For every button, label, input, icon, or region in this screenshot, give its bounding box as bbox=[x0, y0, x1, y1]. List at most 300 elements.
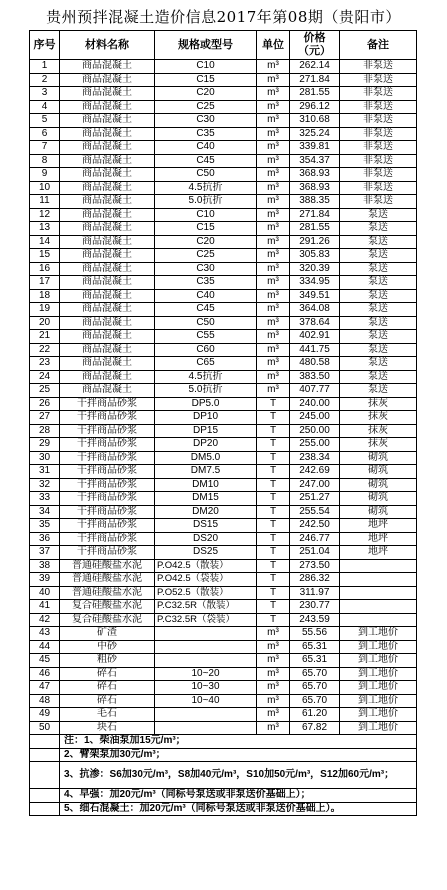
note-cell: 地坪 bbox=[340, 519, 417, 533]
spec-cell: 5.0抗折 bbox=[155, 195, 257, 209]
material-name-cell: 干拌商品砂浆 bbox=[60, 438, 155, 452]
price-cell: 305.83 bbox=[290, 249, 340, 263]
unit-cell: T bbox=[257, 519, 290, 533]
price-cell: 273.50 bbox=[290, 559, 340, 573]
note-cell: 泵送 bbox=[340, 262, 417, 276]
row-number: 6 bbox=[30, 127, 60, 141]
unit-cell: m³ bbox=[257, 100, 290, 114]
material-name-cell: 碎石 bbox=[60, 681, 155, 695]
note-cell: 非泵送 bbox=[340, 154, 417, 168]
spec-cell: C40 bbox=[155, 289, 257, 303]
material-name-cell: 商品混凝土 bbox=[60, 357, 155, 371]
material-name-cell: 中砂 bbox=[60, 640, 155, 654]
spec-cell: DP20 bbox=[155, 438, 257, 452]
material-name-cell: 矿渣 bbox=[60, 627, 155, 641]
unit-cell: T bbox=[257, 492, 290, 506]
price-cell: 291.26 bbox=[290, 235, 340, 249]
spec-cell: DS15 bbox=[155, 519, 257, 533]
material-name-cell: 复合硅酸盐水泥 bbox=[60, 613, 155, 627]
table-row bbox=[30, 397, 417, 411]
table-row bbox=[30, 681, 417, 695]
price-cell: 246.77 bbox=[290, 532, 340, 546]
header-no: 序号 bbox=[30, 31, 60, 60]
price-cell: 339.81 bbox=[290, 141, 340, 155]
note-cell: 非泵送 bbox=[340, 168, 417, 182]
note-cell: 泵送 bbox=[340, 235, 417, 249]
spec-cell: DM7.5 bbox=[155, 465, 257, 479]
table-row bbox=[30, 667, 417, 681]
table-row bbox=[30, 546, 417, 560]
note-text: 注：1、柴油泵加15元/m³； bbox=[60, 735, 417, 749]
material-name-cell: 商品混凝土 bbox=[60, 208, 155, 222]
material-name-cell: 碎石 bbox=[60, 694, 155, 708]
price-cell: 65.70 bbox=[290, 694, 340, 708]
row-number: 44 bbox=[30, 640, 60, 654]
material-name-cell: 商品混凝土 bbox=[60, 181, 155, 195]
note-spacer bbox=[30, 748, 60, 762]
note-cell: 砌筑 bbox=[340, 478, 417, 492]
unit-cell: m³ bbox=[257, 60, 290, 74]
table-row bbox=[30, 87, 417, 101]
table-row bbox=[30, 384, 417, 398]
note-cell: 到工地价 bbox=[340, 640, 417, 654]
material-name-cell: 普通硅酸盐水泥 bbox=[60, 586, 155, 600]
unit-cell: T bbox=[257, 613, 290, 627]
price-cell: 480.58 bbox=[290, 357, 340, 371]
table-row bbox=[30, 451, 417, 465]
table-row bbox=[30, 276, 417, 290]
note-cell: 非泵送 bbox=[340, 141, 417, 155]
unit-cell: m³ bbox=[257, 357, 290, 371]
note-row bbox=[30, 802, 417, 816]
price-table bbox=[29, 30, 417, 816]
table-row bbox=[30, 262, 417, 276]
unit-cell: T bbox=[257, 573, 290, 587]
table-row bbox=[30, 559, 417, 573]
header-material-name: 材料名称 bbox=[60, 31, 155, 60]
note-cell: 到工地价 bbox=[340, 708, 417, 722]
unit-cell: m³ bbox=[257, 667, 290, 681]
unit-cell: m³ bbox=[257, 127, 290, 141]
table-row bbox=[30, 370, 417, 384]
material-name-cell: 商品混凝土 bbox=[60, 114, 155, 128]
material-name-cell: 干拌商品砂浆 bbox=[60, 532, 155, 546]
row-number: 36 bbox=[30, 532, 60, 546]
material-name-cell: 干拌商品砂浆 bbox=[60, 478, 155, 492]
material-name-cell: 干拌商品砂浆 bbox=[60, 411, 155, 425]
unit-cell: m³ bbox=[257, 708, 290, 722]
material-name-cell: 粗砂 bbox=[60, 654, 155, 668]
price-cell: 441.75 bbox=[290, 343, 340, 357]
row-number: 48 bbox=[30, 694, 60, 708]
unit-cell: m³ bbox=[257, 640, 290, 654]
price-cell: 296.12 bbox=[290, 100, 340, 114]
table-row bbox=[30, 235, 417, 249]
note-cell: 非泵送 bbox=[340, 100, 417, 114]
unit-cell: m³ bbox=[257, 289, 290, 303]
table-row bbox=[30, 195, 417, 209]
unit-cell: T bbox=[257, 546, 290, 560]
row-number: 16 bbox=[30, 262, 60, 276]
spec-cell: C50 bbox=[155, 168, 257, 182]
note-cell: 到工地价 bbox=[340, 627, 417, 641]
note-cell: 砌筑 bbox=[340, 492, 417, 506]
spec-cell: 10~20 bbox=[155, 667, 257, 681]
note-cell: 非泵送 bbox=[340, 87, 417, 101]
unit-cell: T bbox=[257, 397, 290, 411]
table-header-row bbox=[30, 31, 417, 60]
row-number: 19 bbox=[30, 303, 60, 317]
spec-cell: C45 bbox=[155, 303, 257, 317]
spec-cell: C35 bbox=[155, 127, 257, 141]
spec-cell: P.C32.5R（散装） bbox=[155, 600, 257, 614]
price-cell: 65.31 bbox=[290, 640, 340, 654]
table-row bbox=[30, 127, 417, 141]
note-cell: 抹灰 bbox=[340, 438, 417, 452]
note-spacer bbox=[30, 802, 60, 816]
unit-cell: m³ bbox=[257, 141, 290, 155]
spec-cell bbox=[155, 627, 257, 641]
price-cell: 334.95 bbox=[290, 276, 340, 290]
note-spacer bbox=[30, 789, 60, 803]
row-number: 18 bbox=[30, 289, 60, 303]
row-number: 34 bbox=[30, 505, 60, 519]
table-row bbox=[30, 654, 417, 668]
price-cell: 255.00 bbox=[290, 438, 340, 452]
unit-cell: m³ bbox=[257, 627, 290, 641]
row-number: 39 bbox=[30, 573, 60, 587]
row-number: 14 bbox=[30, 235, 60, 249]
table-row bbox=[30, 721, 417, 735]
price-cell: 407.77 bbox=[290, 384, 340, 398]
spec-cell: C10 bbox=[155, 60, 257, 74]
price-cell: 250.00 bbox=[290, 424, 340, 438]
note-row bbox=[30, 789, 417, 803]
note-row bbox=[30, 762, 417, 789]
spec-cell: C25 bbox=[155, 100, 257, 114]
notes-body bbox=[30, 735, 417, 816]
unit-cell: m³ bbox=[257, 384, 290, 398]
row-number: 26 bbox=[30, 397, 60, 411]
price-cell: 325.24 bbox=[290, 127, 340, 141]
table-row bbox=[30, 181, 417, 195]
table-row bbox=[30, 208, 417, 222]
table-row bbox=[30, 613, 417, 627]
note-cell: 砌筑 bbox=[340, 505, 417, 519]
unit-cell: m³ bbox=[257, 181, 290, 195]
spec-cell: DM15 bbox=[155, 492, 257, 506]
material-name-cell: 商品混凝土 bbox=[60, 168, 155, 182]
table-row bbox=[30, 411, 417, 425]
note-cell: 非泵送 bbox=[340, 73, 417, 87]
row-number: 13 bbox=[30, 222, 60, 236]
material-name-cell: 干拌商品砂浆 bbox=[60, 519, 155, 533]
table-row bbox=[30, 573, 417, 587]
row-number: 35 bbox=[30, 519, 60, 533]
note-cell: 砌筑 bbox=[340, 451, 417, 465]
price-cell: 364.08 bbox=[290, 303, 340, 317]
row-number: 20 bbox=[30, 316, 60, 330]
table-row bbox=[30, 424, 417, 438]
material-name-cell: 商品混凝土 bbox=[60, 195, 155, 209]
price-cell: 311.97 bbox=[290, 586, 340, 600]
table-row bbox=[30, 532, 417, 546]
material-name-cell: 干拌商品砂浆 bbox=[60, 451, 155, 465]
price-cell: 65.31 bbox=[290, 654, 340, 668]
spec-cell: 5.0抗折 bbox=[155, 384, 257, 398]
note-cell: 抹灰 bbox=[340, 397, 417, 411]
material-name-cell: 商品混凝土 bbox=[60, 370, 155, 384]
row-number: 5 bbox=[30, 114, 60, 128]
table-row bbox=[30, 100, 417, 114]
price-cell: 242.50 bbox=[290, 519, 340, 533]
spec-cell: DP10 bbox=[155, 411, 257, 425]
price-cell: 240.00 bbox=[290, 397, 340, 411]
spec-cell: 4.5抗折 bbox=[155, 370, 257, 384]
spec-cell bbox=[155, 708, 257, 722]
unit-cell: m³ bbox=[257, 276, 290, 290]
material-name-cell: 商品混凝土 bbox=[60, 141, 155, 155]
row-number: 50 bbox=[30, 721, 60, 735]
table-row bbox=[30, 600, 417, 614]
spec-cell: C25 bbox=[155, 249, 257, 263]
note-cell: 泵送 bbox=[340, 357, 417, 371]
unit-cell: m³ bbox=[257, 721, 290, 735]
unit-cell: m³ bbox=[257, 235, 290, 249]
row-number: 21 bbox=[30, 330, 60, 344]
row-number: 41 bbox=[30, 600, 60, 614]
spec-cell: DM20 bbox=[155, 505, 257, 519]
unit-cell: m³ bbox=[257, 249, 290, 263]
price-cell: 65.70 bbox=[290, 667, 340, 681]
row-number: 4 bbox=[30, 100, 60, 114]
unit-cell: m³ bbox=[257, 316, 290, 330]
spec-cell: C60 bbox=[155, 343, 257, 357]
row-number: 38 bbox=[30, 559, 60, 573]
row-number: 1 bbox=[30, 60, 60, 74]
note-row bbox=[30, 735, 417, 749]
unit-cell: m³ bbox=[257, 654, 290, 668]
spec-cell: P.O42.5（散装） bbox=[155, 559, 257, 573]
price-cell: 242.69 bbox=[290, 465, 340, 479]
table-row bbox=[30, 316, 417, 330]
unit-cell: m³ bbox=[257, 330, 290, 344]
spec-cell: 10~40 bbox=[155, 694, 257, 708]
material-name-cell: 商品混凝土 bbox=[60, 316, 155, 330]
spec-cell: DM10 bbox=[155, 478, 257, 492]
unit-cell: m³ bbox=[257, 681, 290, 695]
table-row bbox=[30, 694, 417, 708]
material-name-cell: 商品混凝土 bbox=[60, 73, 155, 87]
price-cell: 245.00 bbox=[290, 411, 340, 425]
spec-cell: DP15 bbox=[155, 424, 257, 438]
material-name-cell: 商品混凝土 bbox=[60, 262, 155, 276]
row-number: 3 bbox=[30, 87, 60, 101]
note-cell: 泵送 bbox=[340, 330, 417, 344]
unit-cell: m³ bbox=[257, 303, 290, 317]
unit-cell: T bbox=[257, 438, 290, 452]
note-cell: 泵送 bbox=[340, 249, 417, 263]
note-cell: 泵送 bbox=[340, 222, 417, 236]
table-row bbox=[30, 154, 417, 168]
price-cell: 251.04 bbox=[290, 546, 340, 560]
material-name-cell: 毛石 bbox=[60, 708, 155, 722]
unit-cell: m³ bbox=[257, 208, 290, 222]
price-cell: 251.27 bbox=[290, 492, 340, 506]
spec-cell bbox=[155, 640, 257, 654]
price-cell: 368.93 bbox=[290, 168, 340, 182]
material-name-cell: 商品混凝土 bbox=[60, 87, 155, 101]
price-cell: 247.00 bbox=[290, 478, 340, 492]
note-cell: 到工地价 bbox=[340, 681, 417, 695]
note-cell: 地坪 bbox=[340, 532, 417, 546]
table-row bbox=[30, 141, 417, 155]
note-cell: 非泵送 bbox=[340, 114, 417, 128]
note-cell: 非泵送 bbox=[340, 127, 417, 141]
material-name-cell: 块石 bbox=[60, 721, 155, 735]
unit-cell: T bbox=[257, 451, 290, 465]
spec-cell: DM5.0 bbox=[155, 451, 257, 465]
spec-cell: C20 bbox=[155, 235, 257, 249]
note-cell: 泵送 bbox=[340, 276, 417, 290]
note-cell: 抹灰 bbox=[340, 424, 417, 438]
note-cell: 非泵送 bbox=[340, 181, 417, 195]
price-cell: 262.14 bbox=[290, 60, 340, 74]
note-cell: 到工地价 bbox=[340, 694, 417, 708]
spec-cell: C40 bbox=[155, 141, 257, 155]
unit-cell: m³ bbox=[257, 154, 290, 168]
material-name-cell: 商品混凝土 bbox=[60, 235, 155, 249]
row-number: 27 bbox=[30, 411, 60, 425]
note-cell: 非泵送 bbox=[340, 60, 417, 74]
spec-cell: DS25 bbox=[155, 546, 257, 560]
material-name-cell: 干拌商品砂浆 bbox=[60, 546, 155, 560]
spec-cell: C30 bbox=[155, 114, 257, 128]
spec-cell: C15 bbox=[155, 222, 257, 236]
price-cell: 255.54 bbox=[290, 505, 340, 519]
unit-cell: m³ bbox=[257, 87, 290, 101]
table-row bbox=[30, 586, 417, 600]
price-cell: 310.68 bbox=[290, 114, 340, 128]
note-text: 2、臂架泵加30元/m³； bbox=[60, 748, 417, 762]
unit-cell: T bbox=[257, 532, 290, 546]
table-row bbox=[30, 73, 417, 87]
table-row bbox=[30, 465, 417, 479]
unit-cell: m³ bbox=[257, 222, 290, 236]
spec-cell: C35 bbox=[155, 276, 257, 290]
row-number: 30 bbox=[30, 451, 60, 465]
spec-cell: P.O52.5（散装） bbox=[155, 586, 257, 600]
unit-cell: T bbox=[257, 411, 290, 425]
unit-cell: m³ bbox=[257, 114, 290, 128]
material-name-cell: 商品混凝土 bbox=[60, 276, 155, 290]
document-title: 贵州预拌混凝土造价信息2017年第08期（贵阳市） bbox=[46, 8, 401, 26]
row-number: 43 bbox=[30, 627, 60, 641]
price-cell: 383.50 bbox=[290, 370, 340, 384]
unit-cell: m³ bbox=[257, 195, 290, 209]
material-name-cell: 商品混凝土 bbox=[60, 127, 155, 141]
price-cell: 354.37 bbox=[290, 154, 340, 168]
table-row bbox=[30, 357, 417, 371]
material-name-cell: 商品混凝土 bbox=[60, 343, 155, 357]
note-cell: 泵送 bbox=[340, 289, 417, 303]
spec-cell bbox=[155, 721, 257, 735]
row-number: 45 bbox=[30, 654, 60, 668]
row-number: 46 bbox=[30, 667, 60, 681]
table-row bbox=[30, 627, 417, 641]
row-number: 24 bbox=[30, 370, 60, 384]
material-name-cell: 复合硅酸盐水泥 bbox=[60, 600, 155, 614]
unit-cell: T bbox=[257, 559, 290, 573]
table-row bbox=[30, 708, 417, 722]
price-cell: 230.77 bbox=[290, 600, 340, 614]
table-row bbox=[30, 343, 417, 357]
note-text: 5、细石混凝土：加20元/m³（同标号泵送或非泵送价基础上）。 bbox=[60, 802, 417, 816]
table-row bbox=[30, 478, 417, 492]
unit-cell: T bbox=[257, 424, 290, 438]
price-cell: 271.84 bbox=[290, 73, 340, 87]
unit-cell: m³ bbox=[257, 262, 290, 276]
unit-cell: m³ bbox=[257, 168, 290, 182]
note-cell: 泵送 bbox=[340, 384, 417, 398]
spec-cell: DP5.0 bbox=[155, 397, 257, 411]
price-cell: 320.39 bbox=[290, 262, 340, 276]
note-cell bbox=[340, 586, 417, 600]
price-cell: 281.55 bbox=[290, 87, 340, 101]
note-cell: 泵送 bbox=[340, 343, 417, 357]
table-body bbox=[30, 60, 417, 735]
note-cell bbox=[340, 613, 417, 627]
row-number: 23 bbox=[30, 357, 60, 371]
spec-cell: 10~30 bbox=[155, 681, 257, 695]
table-row bbox=[30, 330, 417, 344]
material-name-cell: 商品混凝土 bbox=[60, 303, 155, 317]
table-row bbox=[30, 222, 417, 236]
table-row bbox=[30, 249, 417, 263]
unit-cell: T bbox=[257, 478, 290, 492]
row-number: 10 bbox=[30, 181, 60, 195]
spec-cell: DS20 bbox=[155, 532, 257, 546]
table-row bbox=[30, 168, 417, 182]
price-cell: 67.82 bbox=[290, 721, 340, 735]
table-row bbox=[30, 303, 417, 317]
note-cell: 泵送 bbox=[340, 316, 417, 330]
row-number: 31 bbox=[30, 465, 60, 479]
table-row bbox=[30, 438, 417, 452]
price-cell: 388.35 bbox=[290, 195, 340, 209]
price-cell: 402.91 bbox=[290, 330, 340, 344]
row-number: 11 bbox=[30, 195, 60, 209]
note-cell: 抹灰 bbox=[340, 411, 417, 425]
note-cell: 泵送 bbox=[340, 208, 417, 222]
unit-cell: T bbox=[257, 465, 290, 479]
material-name-cell: 干拌商品砂浆 bbox=[60, 465, 155, 479]
material-name-cell: 商品混凝土 bbox=[60, 384, 155, 398]
row-number: 22 bbox=[30, 343, 60, 357]
note-cell bbox=[340, 559, 417, 573]
row-number: 33 bbox=[30, 492, 60, 506]
spec-cell bbox=[155, 654, 257, 668]
note-text: 4、早强：加20元/m³（同标号泵送或非泵送价基础上）； bbox=[60, 789, 417, 803]
material-name-cell: 商品混凝土 bbox=[60, 249, 155, 263]
table-row bbox=[30, 60, 417, 74]
spec-cell: 4.5抗折 bbox=[155, 181, 257, 195]
unit-cell: m³ bbox=[257, 370, 290, 384]
spec-cell: P.C32.5R（袋装） bbox=[155, 613, 257, 627]
material-name-cell: 干拌商品砂浆 bbox=[60, 397, 155, 411]
note-cell: 到工地价 bbox=[340, 721, 417, 735]
unit-cell: m³ bbox=[257, 694, 290, 708]
